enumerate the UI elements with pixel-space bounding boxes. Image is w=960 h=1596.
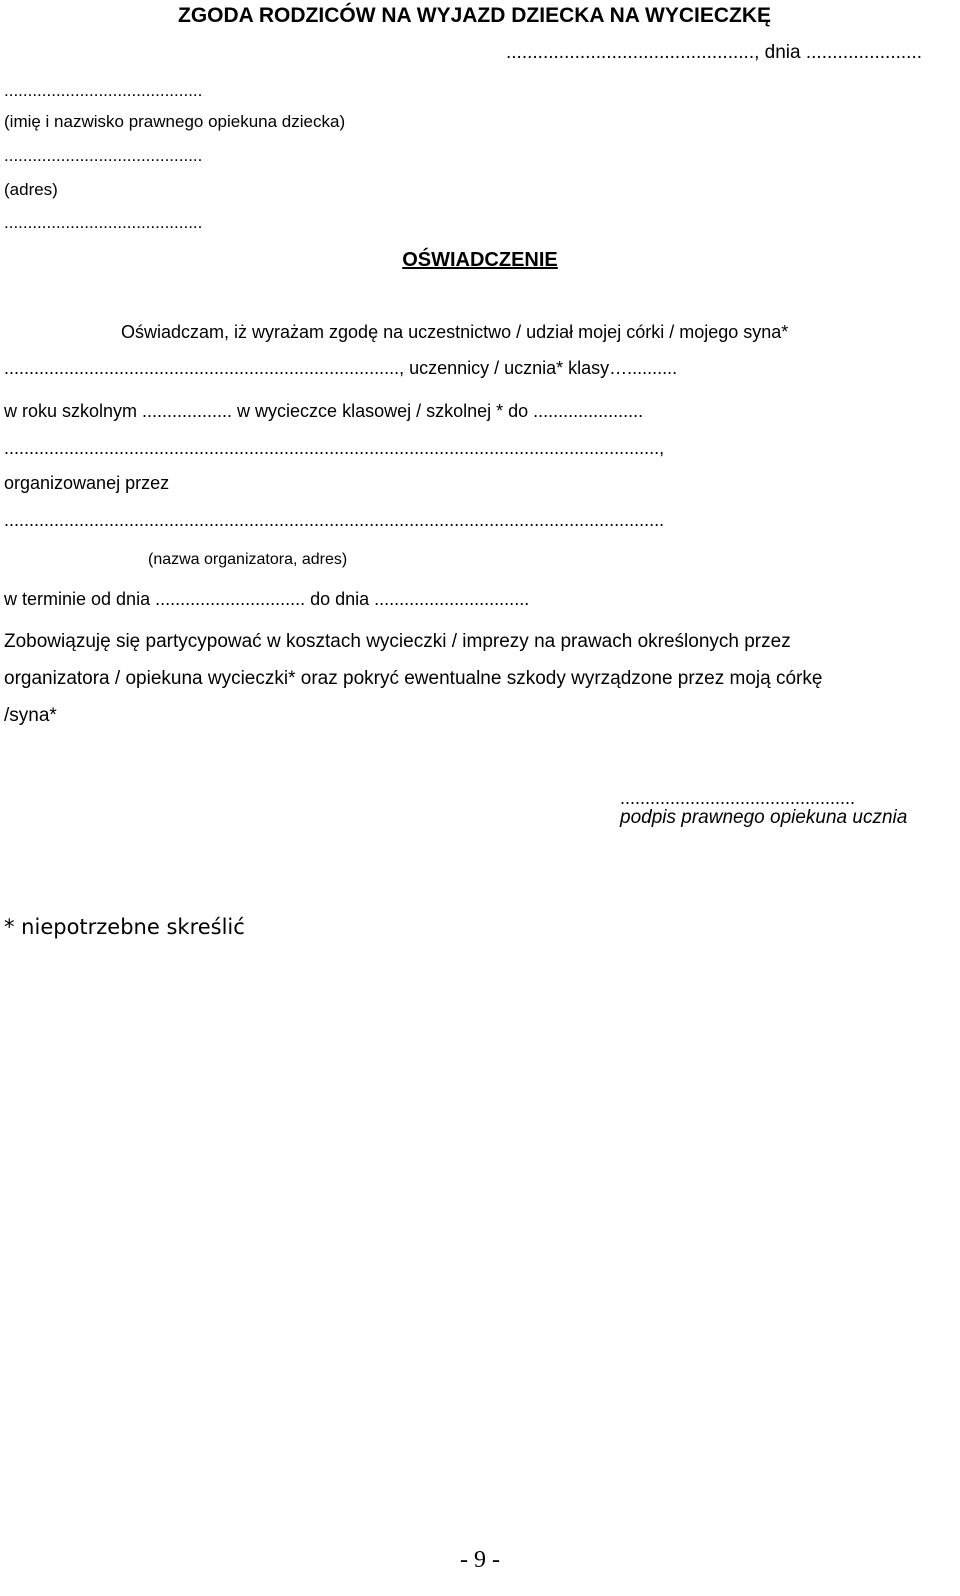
signature-label: podpis prawnego opiekuna ucznia — [620, 807, 908, 828]
address-field-1[interactable]: .......................................... — [4, 146, 203, 165]
guardian-name-caption: (imię i nazwisko prawnego opiekuna dziecka) — [4, 112, 346, 131]
body-line-dates[interactable]: w terminie od dnia .............................. do dnia ............................... — [4, 589, 530, 609]
document-title: ZGODA RODZICÓW NA WYJAZD DZIECKA NA WYCIECZKĘ — [178, 4, 772, 27]
guardian-name-field[interactable]: .......................................... — [4, 81, 203, 100]
page-number: - 9 - — [460, 1547, 500, 1573]
body-line-student[interactable]: ..............................................................................., uczennicy / ucznia* klasy….......... — [4, 358, 678, 378]
signature-field[interactable]: ............................................... — [620, 788, 856, 808]
obligation-line-2: organizatora / opiekuna wycieczki* oraz pokryć ewentualne szkody wyrządzone przez moją córkę — [4, 668, 823, 689]
organizer-field[interactable]: .................................................................................................................................... — [4, 510, 665, 530]
obligation-line-3: /syna* — [4, 705, 57, 726]
address-caption: (adres) — [4, 180, 58, 199]
organizer-caption: (nazwa organizatora, adres) — [148, 551, 348, 568]
body-line-school-year[interactable]: w roku szkolnym .................. w wycieczce klasowej / szkolnej * do ...................... — [4, 401, 644, 421]
place-date-field[interactable]: ..............................................., dnia ...................... — [506, 42, 922, 63]
obligation-line-1: Zobowiązuję się partycypować w kosztach wycieczki / imprezy na prawach określonych przez — [4, 631, 791, 652]
declaration-heading: OŚWIADCZENIE — [402, 249, 558, 271]
body-line-organized-by: organizowanej przez — [4, 473, 170, 493]
body-line-consent: Oświadczam, iż wyrażam zgodę na uczestnictwo / udział mojej córki / mojego syna* — [121, 322, 789, 342]
footnote: * niepotrzebne skreślić — [4, 915, 245, 939]
body-line-destination[interactable]: ..................................................................................................................................., — [4, 438, 665, 458]
address-field-2[interactable]: .......................................... — [4, 213, 203, 232]
